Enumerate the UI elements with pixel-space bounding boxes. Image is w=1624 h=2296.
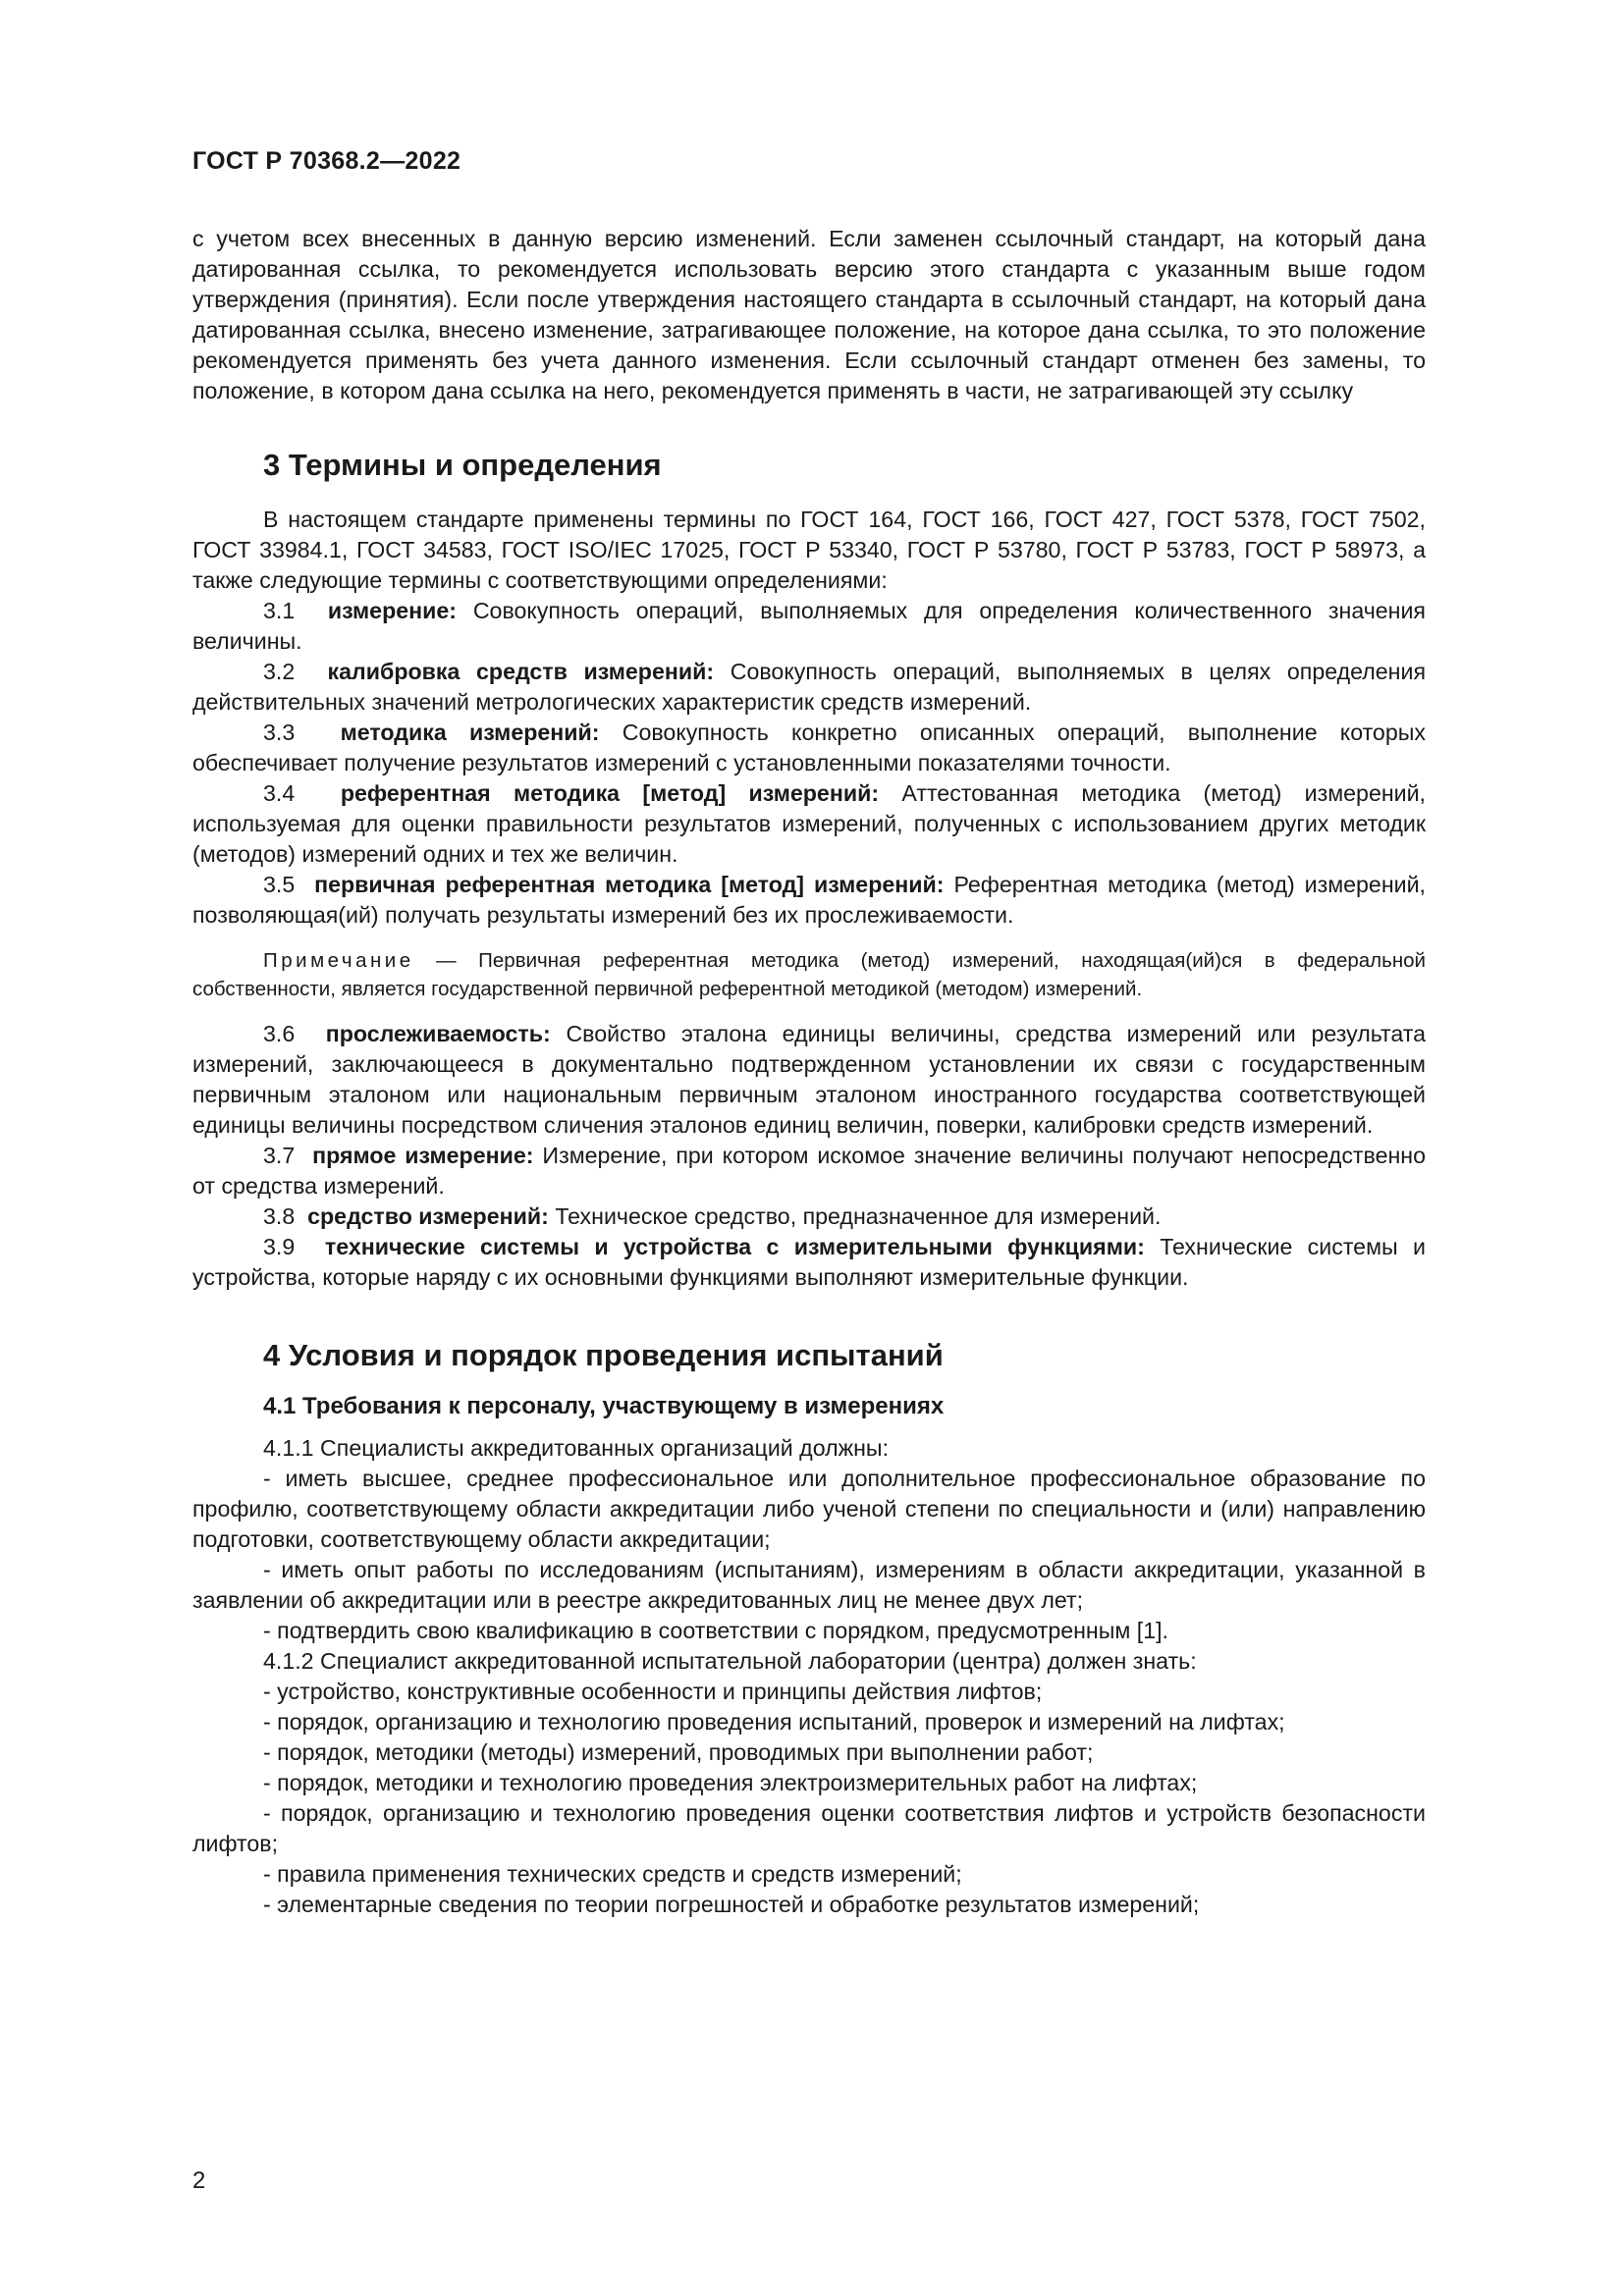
term-name: первичная референтная методика [метод] измерений: <box>314 872 945 897</box>
term-name: прослеживаемость: <box>325 1021 551 1046</box>
list-item: - иметь опыт работы по исследованиям (испытаниям), измерениям в области аккредитации, указанной в заявлении об аккредитации или в реестре аккредитованных лиц не менее двух лет; <box>192 1557 1426 1613</box>
paragraph-4-1-1: 4.1.1 Специалисты аккредитованных организаций должны: <box>263 1435 890 1461</box>
term-definition: Измерение, при котором искомое значение величины получают непосредственно от средства измерений. <box>192 1143 1426 1199</box>
term-3-9: 3.9 технические системы и устройства с измерительными функциями: Технические системы и устройства, которые наряду с их основными функциями выполняют измерительные функции. <box>192 1234 1426 1290</box>
list-item: - иметь высшее, среднее профессиональное или дополнительное профессиональное образование по профилю, соответствующему области аккредитации либо ученой степени по специальности и (или) направлению подготовки, соответствующему области аккредитации; <box>192 1466 1426 1552</box>
note-text: — Первичная референтная методика (метод) измерений, находящая(ий)ся в федеральной собственности, является государственной первичной референтной методикой (методом) измерений. <box>192 949 1426 1000</box>
term-definition: Совокупность операций, выполняемых в целях определения действительных значений метрологических характеристик средств измерений. <box>192 659 1426 715</box>
list-item: - порядок, методики и технологию проведения электроизмерительных работ на лифтах; <box>263 1770 1198 1795</box>
term-name: калибровка средств измерений: <box>327 659 715 684</box>
term-3-6: 3.6 прослеживаемость: Свойство эталона единицы величины, средства измерений или результата измерений, заключающееся в документально подтвержденном установлении их связи с государственным первичным эталоном или национальным первичным эталоном иностранного государства соответствующей единицы величины посредством сличения эталонов единиц величин, поверки, калибровки средств измерений. <box>192 1021 1426 1138</box>
list-item: - порядок, организацию и технологию проведения испытаний, проверок и измерений на лифтах; <box>263 1709 1285 1735</box>
term-definition: Совокупность конкретно описанных операций, выполнение которых обеспечивает получение результатов измерений с установленными показателями точности. <box>192 720 1426 775</box>
paragraph-4-1-2: 4.1.2 Специалист аккредитованной испытательной лаборатории (центра) должен знать: <box>263 1648 1197 1674</box>
section-3-lead: В настоящем стандарте применены термины по ГОСТ 164, ГОСТ 166, ГОСТ 427, ГОСТ 5378, ГОСТ 7502, ГОСТ 33984.1, ГОСТ 34583, ГОСТ ISO/IEC 17025, ГОСТ Р 53340, ГОСТ Р 53780, ГОСТ Р 53783, ГОСТ Р 58973, а также следующие термины с соответствующими определениями: <box>192 507 1426 593</box>
term-name: средство измерений: <box>307 1203 549 1229</box>
term-3-3: 3.3 методика измерений: Совокупность конкретно описанных операций, выполнение которых обеспечивает получение результатов измерений с установленными показателями точности. <box>192 720 1426 775</box>
list-item: - порядок, методики (методы) измерений, проводимых при выполнении работ; <box>263 1739 1094 1765</box>
document-body <box>192 224 1426 1920</box>
term-3-7: 3.7 прямое измерение: Измерение, при котором искомое значение величины получают непосредственно от средства измерений. <box>192 1143 1426 1199</box>
section-3-heading: 3 Термины и определения <box>263 448 662 482</box>
list-item: - устройство, конструктивные особенности и принципы действия лифтов; <box>263 1679 1043 1704</box>
page-number: 2 <box>192 2167 206 2194</box>
term-name: методика измерений: <box>340 720 600 745</box>
list-item: - элементарные сведения по теории погрешностей и обработке результатов измерений; <box>263 1892 1200 1917</box>
term-definition: Совокупность операций, выполняемых для определения количественного значения величины. <box>192 598 1426 654</box>
note-paragraph <box>192 946 1426 1003</box>
subsection-4-1-heading: 4.1 Требования к персоналу, участвующему в измерениях <box>263 1393 945 1419</box>
term-definition: Техническое средство, предназначенное для измерений. <box>555 1203 1162 1229</box>
term-definition: Аттестованная методика (метод) измерений, используемая для оценки правильности результатов измерений, полученных с использованием других методик (методов) измерений одних и тех же величин. <box>192 780 1426 867</box>
term-3-2: 3.2 калибровка средств измерений: Совокупность операций, выполняемых в целях определения действительных значений метрологических характеристик средств измерений. <box>192 659 1426 715</box>
document-header: ГОСТ Р 70368.2—2022 <box>192 147 461 175</box>
term-3-4: 3.4 референтная методика [метод] измерений: Аттестованная методика (метод) измерений, используемая для оценки правильности результатов измерений, полученных с использованием других методик (методов) измерений одних и тех же величин. <box>192 780 1426 867</box>
term-3-1: 3.1 измерение: Совокупность операций, выполняемых для определения количественного значения величины. <box>192 598 1426 654</box>
term-definition: Технические системы и устройства, которые наряду с их основными функциями выполняют измерительные функции. <box>192 1234 1426 1290</box>
term-name: измерение: <box>327 598 458 623</box>
section-4-heading: 4 Условия и порядок проведения испытаний <box>263 1338 944 1372</box>
term-name: технические системы и устройства с измерительными функциями: <box>324 1234 1145 1259</box>
term-name: референтная методика [метод] измерений: <box>340 780 880 806</box>
term-definition: Свойство эталона единицы величины, средства измерений или результата измерений, заключающееся в документально подтвержденном установлении их связи с государственным первичным эталоном или национальным первичным эталоном иностранного государства соответствующей единицы величины посредством сличения эталонов единиц величин, поверки, калибровки средств измерений. <box>192 1021 1426 1138</box>
term-name: прямое измерение: <box>312 1143 534 1168</box>
list-item: - порядок, организацию и технологию проведения оценки соответствия лифтов и устройств безопасности лифтов; <box>192 1800 1426 1856</box>
list-item: - подтвердить свою квалификацию в соответствии с порядком, предусмотренным [1]. <box>263 1618 1168 1643</box>
note-label: Примечание <box>263 949 414 972</box>
term-3-8: 3.8 средство измерений: Техническое средство, предназначенное для измерений. <box>263 1203 1162 1229</box>
intro-paragraph: с учетом всех внесенных в данную версию изменений. Если заменен ссылочный стандарт, на который дана датированная ссылка, то рекомендуется использовать версию этого стандарта с указанным выше годом утверждения (принятия). Если после утверждения настоящего стандарта в ссылочный стандарт, на который дана датированная ссылка, внесено изменение, затрагивающее положение, на которое дана ссылка, то это положение рекомендуется применять без учета данного изменения. Если ссылочный стандарт отменен без замены, то положение, в котором дана ссылка на него, рекомендуется применять в части, не затрагивающей эту ссылку <box>192 226 1426 403</box>
list-item: - правила применения технических средств и средств измерений; <box>263 1861 962 1887</box>
term-3-5: 3.5 первичная референтная методика [метод] измерений: Референтная методика (метод) измерений, позволяющая(ий) получать результаты измерений без их прослеживаемости. <box>192 872 1426 928</box>
term-definition: Референтная методика (метод) измерений, позволяющая(ий) получать результаты измерений без их прослеживаемости. <box>192 872 1426 928</box>
